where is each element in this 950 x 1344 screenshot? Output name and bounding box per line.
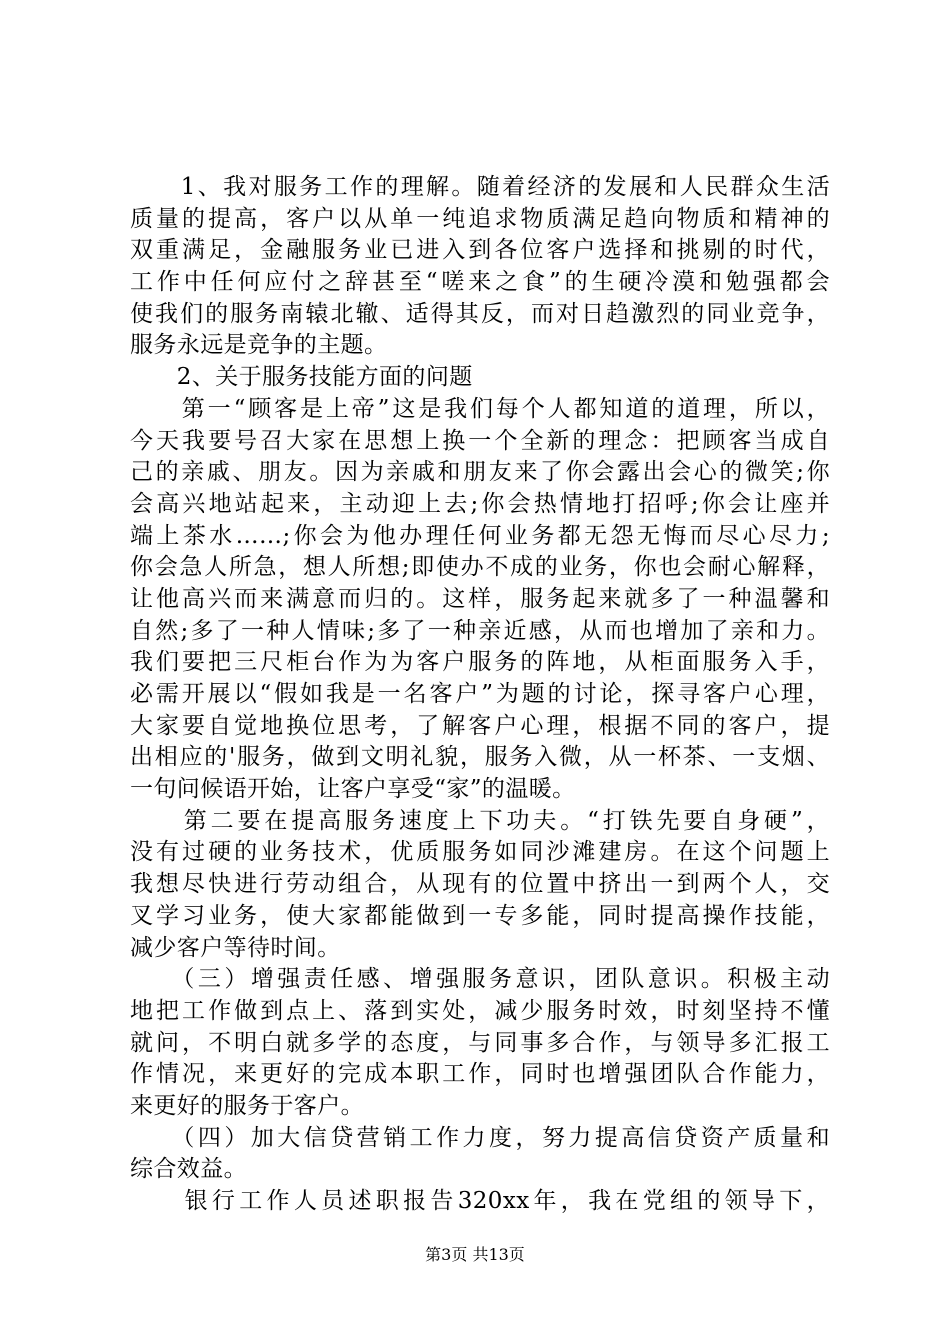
text-line: 作情况，来更好的完成本职工作，同时也增强团队合作能力， — [130, 1061, 830, 1088]
text-line: 会高兴地站起来，主动迎上去;你会热情地打招呼;你会让座并 — [130, 490, 830, 517]
text-line: 己的亲戚、朋友。因为亲戚和朋友来了你会露出会心的微笑;你 — [130, 459, 830, 486]
text-line: 服务永远是竞争的主题。 — [130, 332, 388, 359]
text-line: 你会急人所急，想人所想;即使办不成的业务，你也会耐心解释， — [130, 554, 830, 581]
text-line: （三）增强责任感、增强服务意识，团队意识。积极主动 — [130, 966, 830, 993]
text-line: 让他高兴而来满意而归的。这样，服务起来就多了一种温馨和 — [130, 585, 830, 612]
text-line: 银行工作人员述职报告320xx年，我在党组的领导下， — [130, 1188, 830, 1214]
text-line: 今天我要号召大家在思想上换一个全新的理念：把顾客当成自 — [130, 427, 830, 454]
text-line: 地把工作做到点上、落到实处，减少服务时效，时刻坚持不懂 — [130, 997, 830, 1024]
text-line: 工作中任何应付之辞甚至“嗟来之食”的生硬冷漠和勉强都会 — [130, 269, 830, 296]
text-line: 我们要把三尺柜台作为为客户服务的阵地，从柜面服务入手， — [130, 649, 830, 676]
text-line: 必需开展以“假如我是一名客户”为题的讨论，探寻客户心理， — [130, 681, 830, 707]
text-line: 大家要自觉地换位思考，了解客户心理，根据不同的客户，提 — [130, 712, 830, 739]
text-line: 第二要在提高服务速度上下功夫。“打铁先要自身硬”， — [130, 807, 830, 834]
text-line: 第一“顾客是上帝”这是我们每个人都知道的道理，所以， — [130, 395, 830, 422]
text-line: （四）加大信贷营销工作力度，努力提高信贷资产质量和 — [130, 1124, 830, 1151]
text-line: 减少客户等待时间。 — [130, 934, 341, 961]
text-line: 使我们的服务南辕北辙、适得其反，而对日趋激烈的同业竞争， — [130, 300, 830, 327]
text-line: 没有过硬的业务技术，优质服务如同沙滩建房。在这个问题上 — [130, 839, 830, 866]
text-line: 出相应的'服务，做到文明礼貌，服务入微，从一杯茶、一支烟、 — [130, 744, 830, 771]
text-line: 双重满足，金融服务业已进入到各位客户选择和挑剔的时代， — [130, 237, 830, 264]
text-line: 一句问候语开始，让客户享受“家”的温暖。 — [130, 776, 576, 803]
text-line: 就问，不明白就多学的态度，与同事多合作，与领导多汇报工 — [130, 1029, 830, 1056]
text-line: 叉学习业务，使大家都能做到一专多能，同时提高操作技能， — [130, 902, 830, 929]
page-footer: 第3页 共13页 — [425, 1245, 525, 1264]
text-line: 我想尽快进行劳动组合，从现有的位置中挤出一到两个人，交 — [130, 871, 830, 898]
text-line: 质量的提高，客户以从单一纯追求物质满足趋向物质和精神的 — [130, 205, 830, 232]
document-body — [130, 172, 830, 1218]
text-line: 2、关于服务技能方面的问题 — [130, 364, 473, 391]
text-line: 综合效益。 — [130, 1156, 247, 1183]
text-line: 自然;多了一种人情味;多了一种亲近感，从而也增加了亲和力。 — [130, 617, 830, 644]
text-line: 端上茶水……;你会为他办理任何业务都无怨无悔而尽心尽力; — [130, 522, 830, 549]
text-line: 1、我对服务工作的理解。随着经济的发展和人民群众生活 — [130, 174, 830, 200]
text-line: 来更好的服务于客户。 — [130, 1092, 364, 1119]
